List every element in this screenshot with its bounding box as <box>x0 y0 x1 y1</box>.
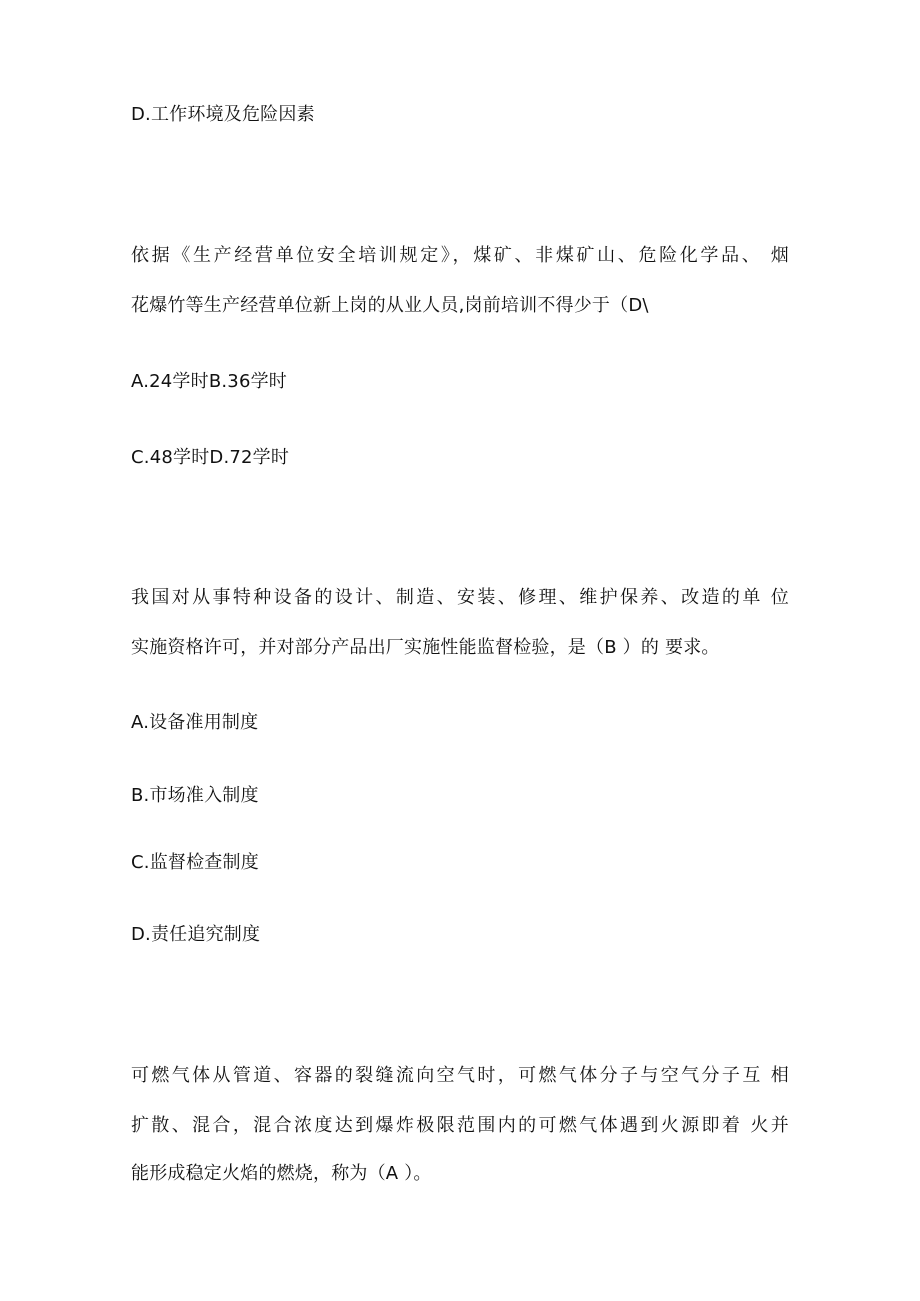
question-1-line-2: 花爆竹等生产经营单位新上岗的从业人员,岗前培训不得少于（D\ <box>131 295 649 316</box>
question-1-options-cd: C.48学时D.72学时 <box>131 447 290 468</box>
question-2-option-c: C.监督检查制度 <box>131 852 259 873</box>
question-3-line-3: 能形成稳定火焰的燃烧，称为（A ）。 <box>131 1163 432 1184</box>
question-3-line-2: 扩散、混合，混合浓度达到爆炸极限范围内的可燃气体遇到火源即着 火并 <box>131 1115 789 1136</box>
question-1-line-1: 依据《生产经营单位安全培训规定》，煤矿、非煤矿山、危险化学品、 烟 <box>131 245 789 266</box>
question-2-option-b: B.市场准入制度 <box>131 785 259 806</box>
question-2-line-2: 实施资格许可，并对部分产品出厂实施性能监督检验，是（B ）的 要求。 <box>131 637 720 658</box>
question-2-option-d: D.责任追究制度 <box>131 924 261 945</box>
question-3-line-1: 可燃气体从管道、容器的裂缝流向空气时，可燃气体分子与空气分子互 相 <box>131 1065 789 1086</box>
option-d-prev-question: D.工作环境及危险因素 <box>131 104 315 125</box>
question-2-line-1: 我国对从事特种设备的设计、制造、安装、修理、维护保养、改造的单 位 <box>131 587 789 608</box>
question-2-option-a: A.设备准用制度 <box>131 712 259 733</box>
question-1-options-ab: A.24学时B.36学时 <box>131 371 287 392</box>
